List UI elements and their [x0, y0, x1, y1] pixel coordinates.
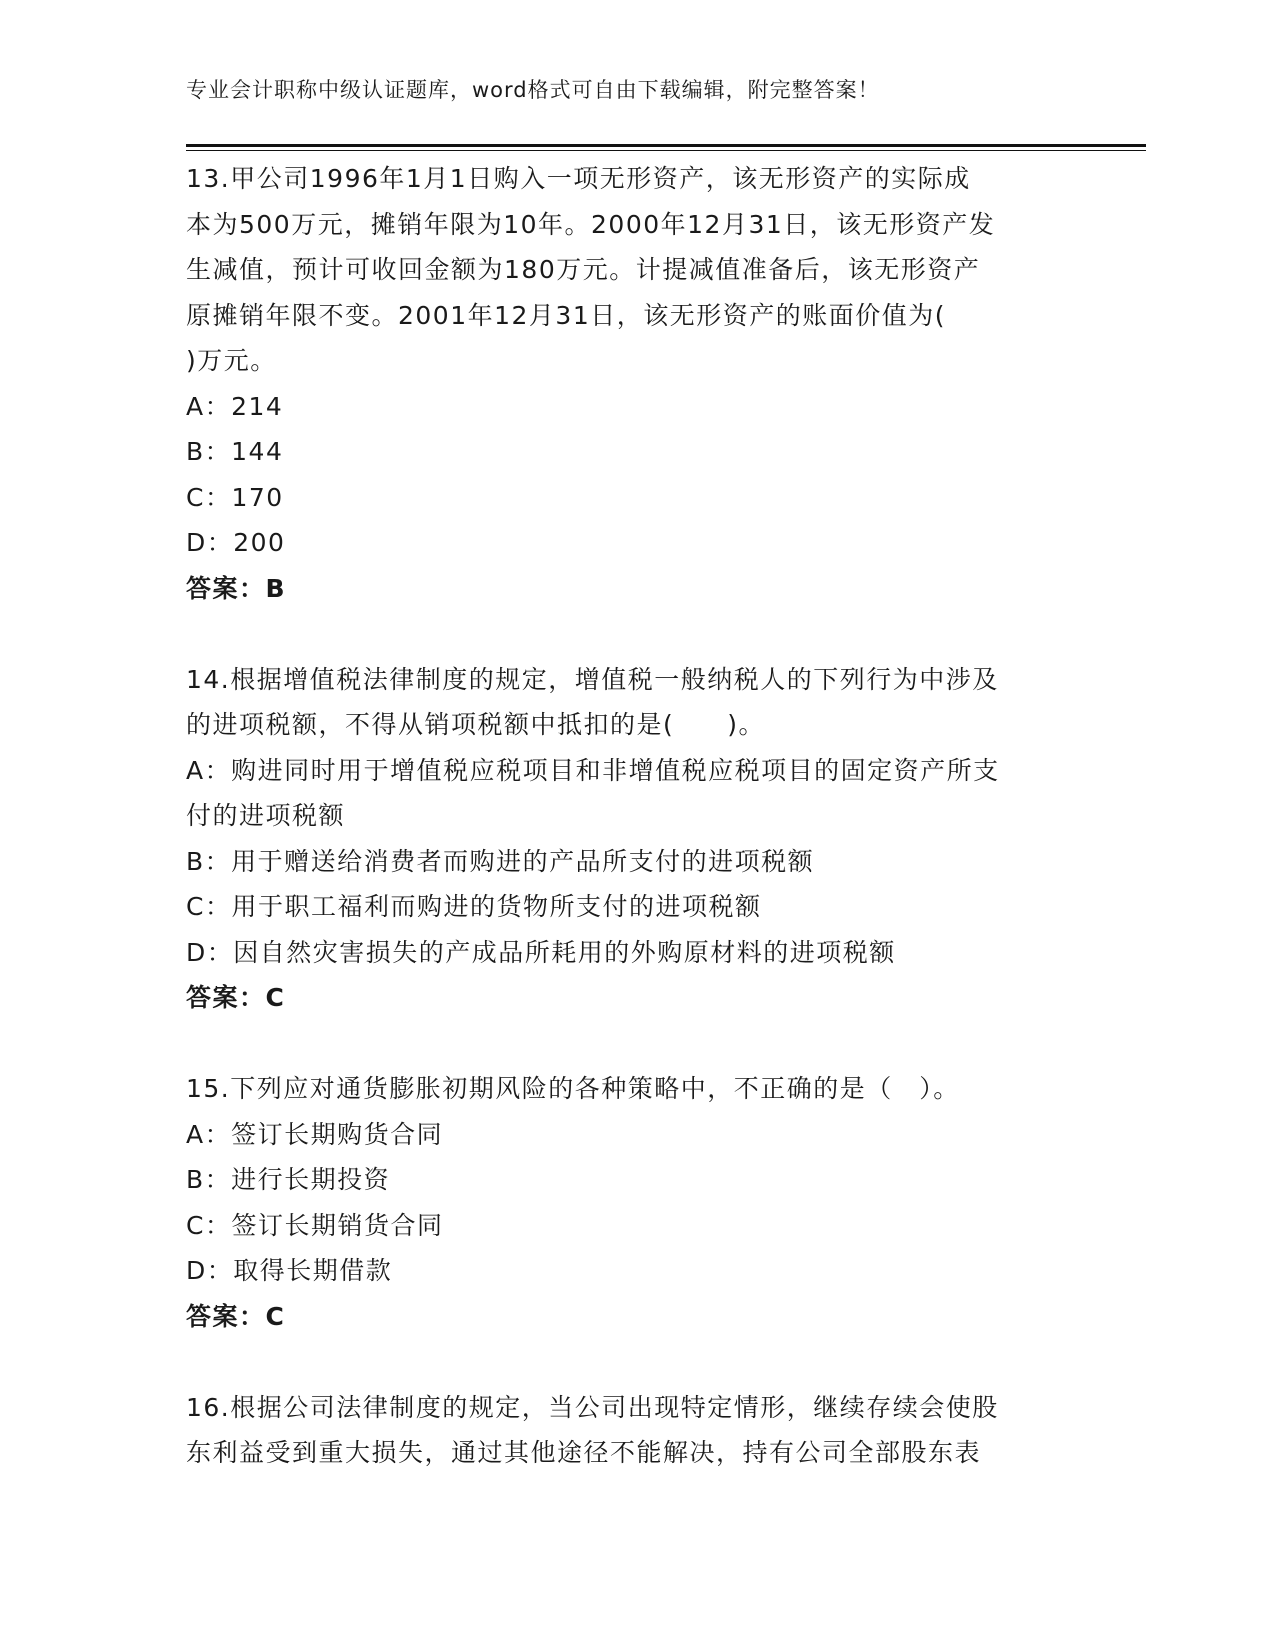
question-text-line: )万元。	[186, 346, 277, 375]
question-text-line: 本为500万元，摊销年限为10年。2000年12月31日，该无形资产发	[186, 209, 996, 239]
question-text-line: 16.根据公司法律制度的规定，当公司出现特定情形，继续存续会使股	[186, 1392, 999, 1422]
question-14	[186, 657, 1086, 1021]
option-d: D：因自然灾害损失的产成品所耗用的外购原材料的进项税额	[186, 937, 896, 967]
question-list	[186, 156, 1086, 1476]
question-text-line: 14.根据增值税法律制度的规定，增值税一般纳税人的下列行为中涉及	[186, 664, 999, 694]
question-15	[186, 1066, 1086, 1339]
question-text-line: 生减值，预计可收回金额为180万元。计提减值准备后，该无形资产	[186, 255, 981, 284]
option-a-continued: 付的进项税额	[186, 801, 346, 830]
question-text-line: 13.甲公司1996年1月1日购入一项无形资产，该无形资产的实际成	[186, 164, 971, 193]
question-text-line: 原摊销年限不变。2001年12月31日，该无形资产的账面价值为(	[186, 300, 947, 330]
question-text-line: 的进项税额，不得从销项税额中抵扣的是( )。	[186, 710, 766, 739]
question-spacer	[186, 1339, 1086, 1385]
question-text-line: 15.下列应对通货膨胀初期风险的各种策略中，不正确的是（ ）。	[186, 1074, 960, 1103]
header-divider-thick	[186, 144, 1146, 147]
option-b: B：144	[186, 437, 284, 466]
question-13	[186, 156, 1086, 611]
option-d: D：取得长期借款	[186, 1256, 393, 1285]
option-c: C：170	[186, 482, 284, 512]
question-spacer	[186, 611, 1086, 657]
answer-line: 答案：C	[186, 983, 286, 1012]
option-d: D：200	[186, 528, 286, 557]
option-a: A：签订长期购货合同	[186, 1119, 444, 1149]
answer-line: 答案：C	[186, 1301, 286, 1331]
page-header: 专业会计职称中级认证题库，word格式可自由下载编辑，附完整答案！	[186, 78, 880, 102]
question-16	[186, 1385, 1086, 1476]
question-spacer	[186, 1021, 1086, 1067]
option-b: B：进行长期投资	[186, 1165, 391, 1194]
option-c: C：签订长期销货合同	[186, 1210, 444, 1240]
option-a: A：购进同时用于增值税应税项目和非增值税应税项目的固定资产所支	[186, 755, 1000, 785]
answer-line: 答案：B	[186, 573, 287, 603]
option-b: B：用于赠送给消费者而购进的产品所支付的进项税额	[186, 846, 815, 876]
option-a: A：214	[186, 391, 284, 421]
option-c: C：用于职工福利而购进的货物所支付的进项税额	[186, 892, 762, 921]
question-text-line: 东利益受到重大损失，通过其他途径不能解决，持有公司全部股东表	[186, 1438, 982, 1467]
header-divider-thin	[186, 150, 1146, 151]
